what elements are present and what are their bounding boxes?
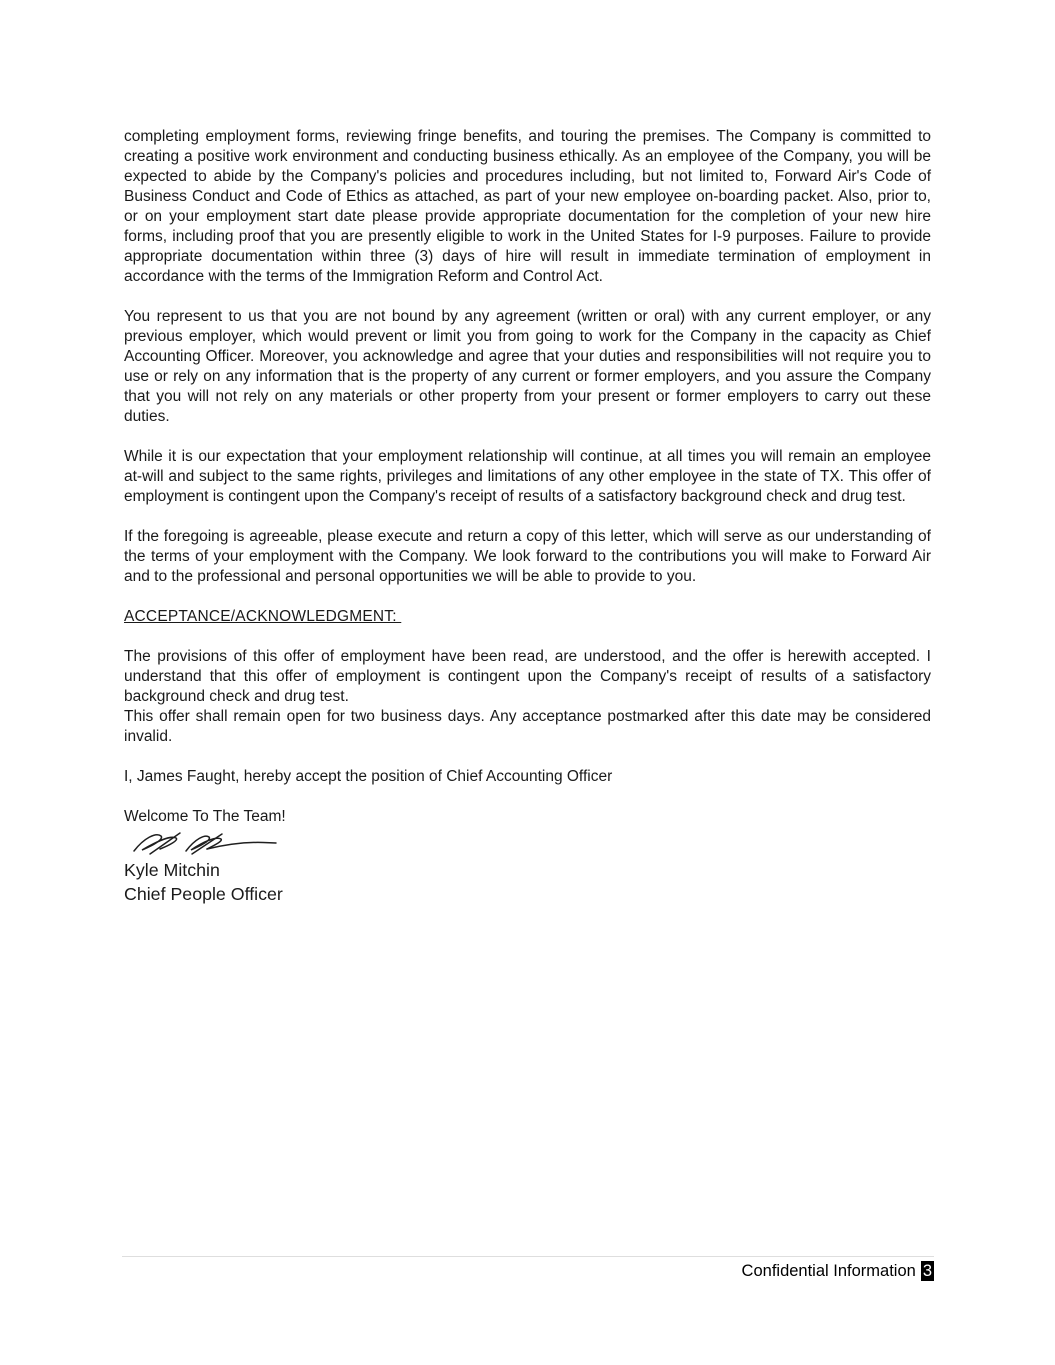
letter-body	[124, 127, 931, 906]
confidential-label: Confidential Information	[741, 1262, 916, 1280]
paragraph-at-will: While it is our expectation that your employment relationship will continue, at all times you will remain an employee at-will and subject to the same rights, privileges and limitations of any other employee in the state of TX. This offer of employment is contingent upon the Company's receipt of results of a satisfactory background check and drug test.	[124, 448, 931, 505]
acceptance-heading: ACCEPTANCE/ACKNOWLEDGMENT:	[124, 608, 402, 625]
signature-block	[124, 807, 931, 906]
signatory-name: Kyle Mitchin	[124, 860, 220, 880]
signatory-title: Chief People Officer	[124, 884, 283, 904]
signature-image	[130, 830, 280, 857]
paragraph-offer-open: This offer shall remain open for two business days. Any acceptance postmarked after this date may be considered invalid.	[124, 708, 931, 745]
paragraph-onboarding: completing employment forms, reviewing fringe benefits, and touring the premises. The Company is committed to creating a positive work environment and conducting business ethically. As an employee of the Company, you will be expected to abide by the Company's policies and procedures including, but not limited to, Forward Air's Code of Business Conduct and Code of Ethics as attached, as part of your new employee on-boarding packet. Also, prior to, or on your employment start date please provide appropriate documentation for the completion of your new hire forms, including proof that you are presently eligible to work in the United States for I-9 purposes. Failure to provide appropriate documentation within three (3) days of hire will result in immediate termination of employment in accordance with the terms of the Immigration Reform and Control Act.	[124, 128, 931, 285]
acceptance-statement: I, James Faught, hereby accept the position of Chief Accounting Officer	[124, 768, 613, 785]
paragraph-provisions: The provisions of this offer of employment have been read, are understood, and the offer is herewith accepted. I understand that this offer of employment is contingent upon the Company's receipt of results of a satisfactory background check and drug test.	[124, 648, 931, 705]
paragraph-closing: If the foregoing is agreeable, please execute and return a copy of this letter, which will serve as our understanding of the terms of your employment with the Company. We look forward to the contributions you will make to Forward Air and to the professional and personal opportunities we will be able to provide to you.	[124, 528, 931, 585]
page-number-field: 3	[922, 1262, 932, 1280]
welcome-line: Welcome To The Team!	[124, 808, 286, 825]
page-footer	[122, 1256, 934, 1281]
paragraph-representation: You represent to us that you are not bound by any agreement (written or oral) with any current employer, or any previous employer, which would prevent or limit you from going to work for the Company in the capacity as Chief Accounting Officer. Moreover, you acknowledge and agree that your duties and responsibilities will not require you to use or rely on any information that is the property of any current or former employers, and you assure the Company that you will not rely on any materials or other property from your present or former employers to carry out these duties.	[124, 308, 931, 425]
